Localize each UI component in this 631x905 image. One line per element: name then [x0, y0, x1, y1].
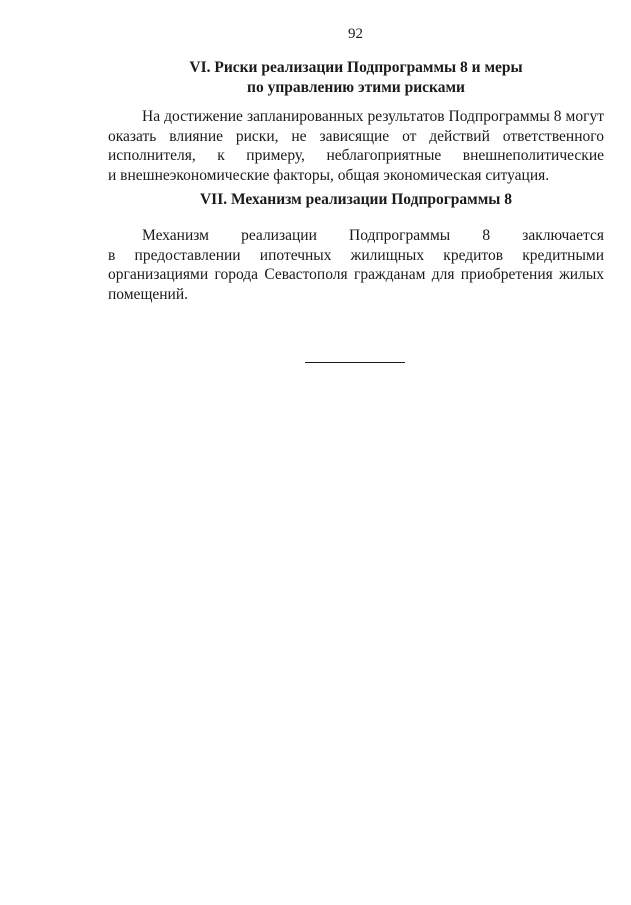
section-6-heading — [100, 58, 612, 98]
end-divider — [305, 362, 405, 363]
section-6-heading-line: VI. Риски реализации Подпрограммы 8 и меры — [189, 59, 523, 76]
section-6-paragraph — [108, 107, 604, 185]
paragraph-line: помещений. — [108, 285, 189, 303]
section-7-paragraph — [108, 226, 604, 304]
section-7-heading — [100, 190, 612, 210]
paragraph-line: оказать влияние риски, не зависящие от действий ответственного — [108, 127, 604, 145]
paragraph-line: и внешнеэкономические факторы, общая экономическая ситуация. — [108, 166, 550, 184]
section-6-heading-line: по управлению этими рисками — [247, 79, 465, 96]
paragraph-line: исполнителя, к примеру, неблагоприятные внешнеполитические — [108, 147, 604, 164]
paragraph-line: в предоставлении ипотечных жилищных кредитов кредитными — [108, 246, 604, 264]
paragraph-line: На достижение запланированных результатов Подпрограммы 8 могут — [142, 108, 604, 125]
paragraph-line: организациями города Севастополя гражданам для приобретения жилых — [108, 266, 604, 283]
section-7-heading-line: VII. Механизм реализации Подпрограммы 8 — [199, 191, 512, 208]
page-number: 92 — [348, 26, 363, 42]
paragraph-line: Механизм реализации Подпрограммы 8 заключается — [142, 227, 604, 244]
